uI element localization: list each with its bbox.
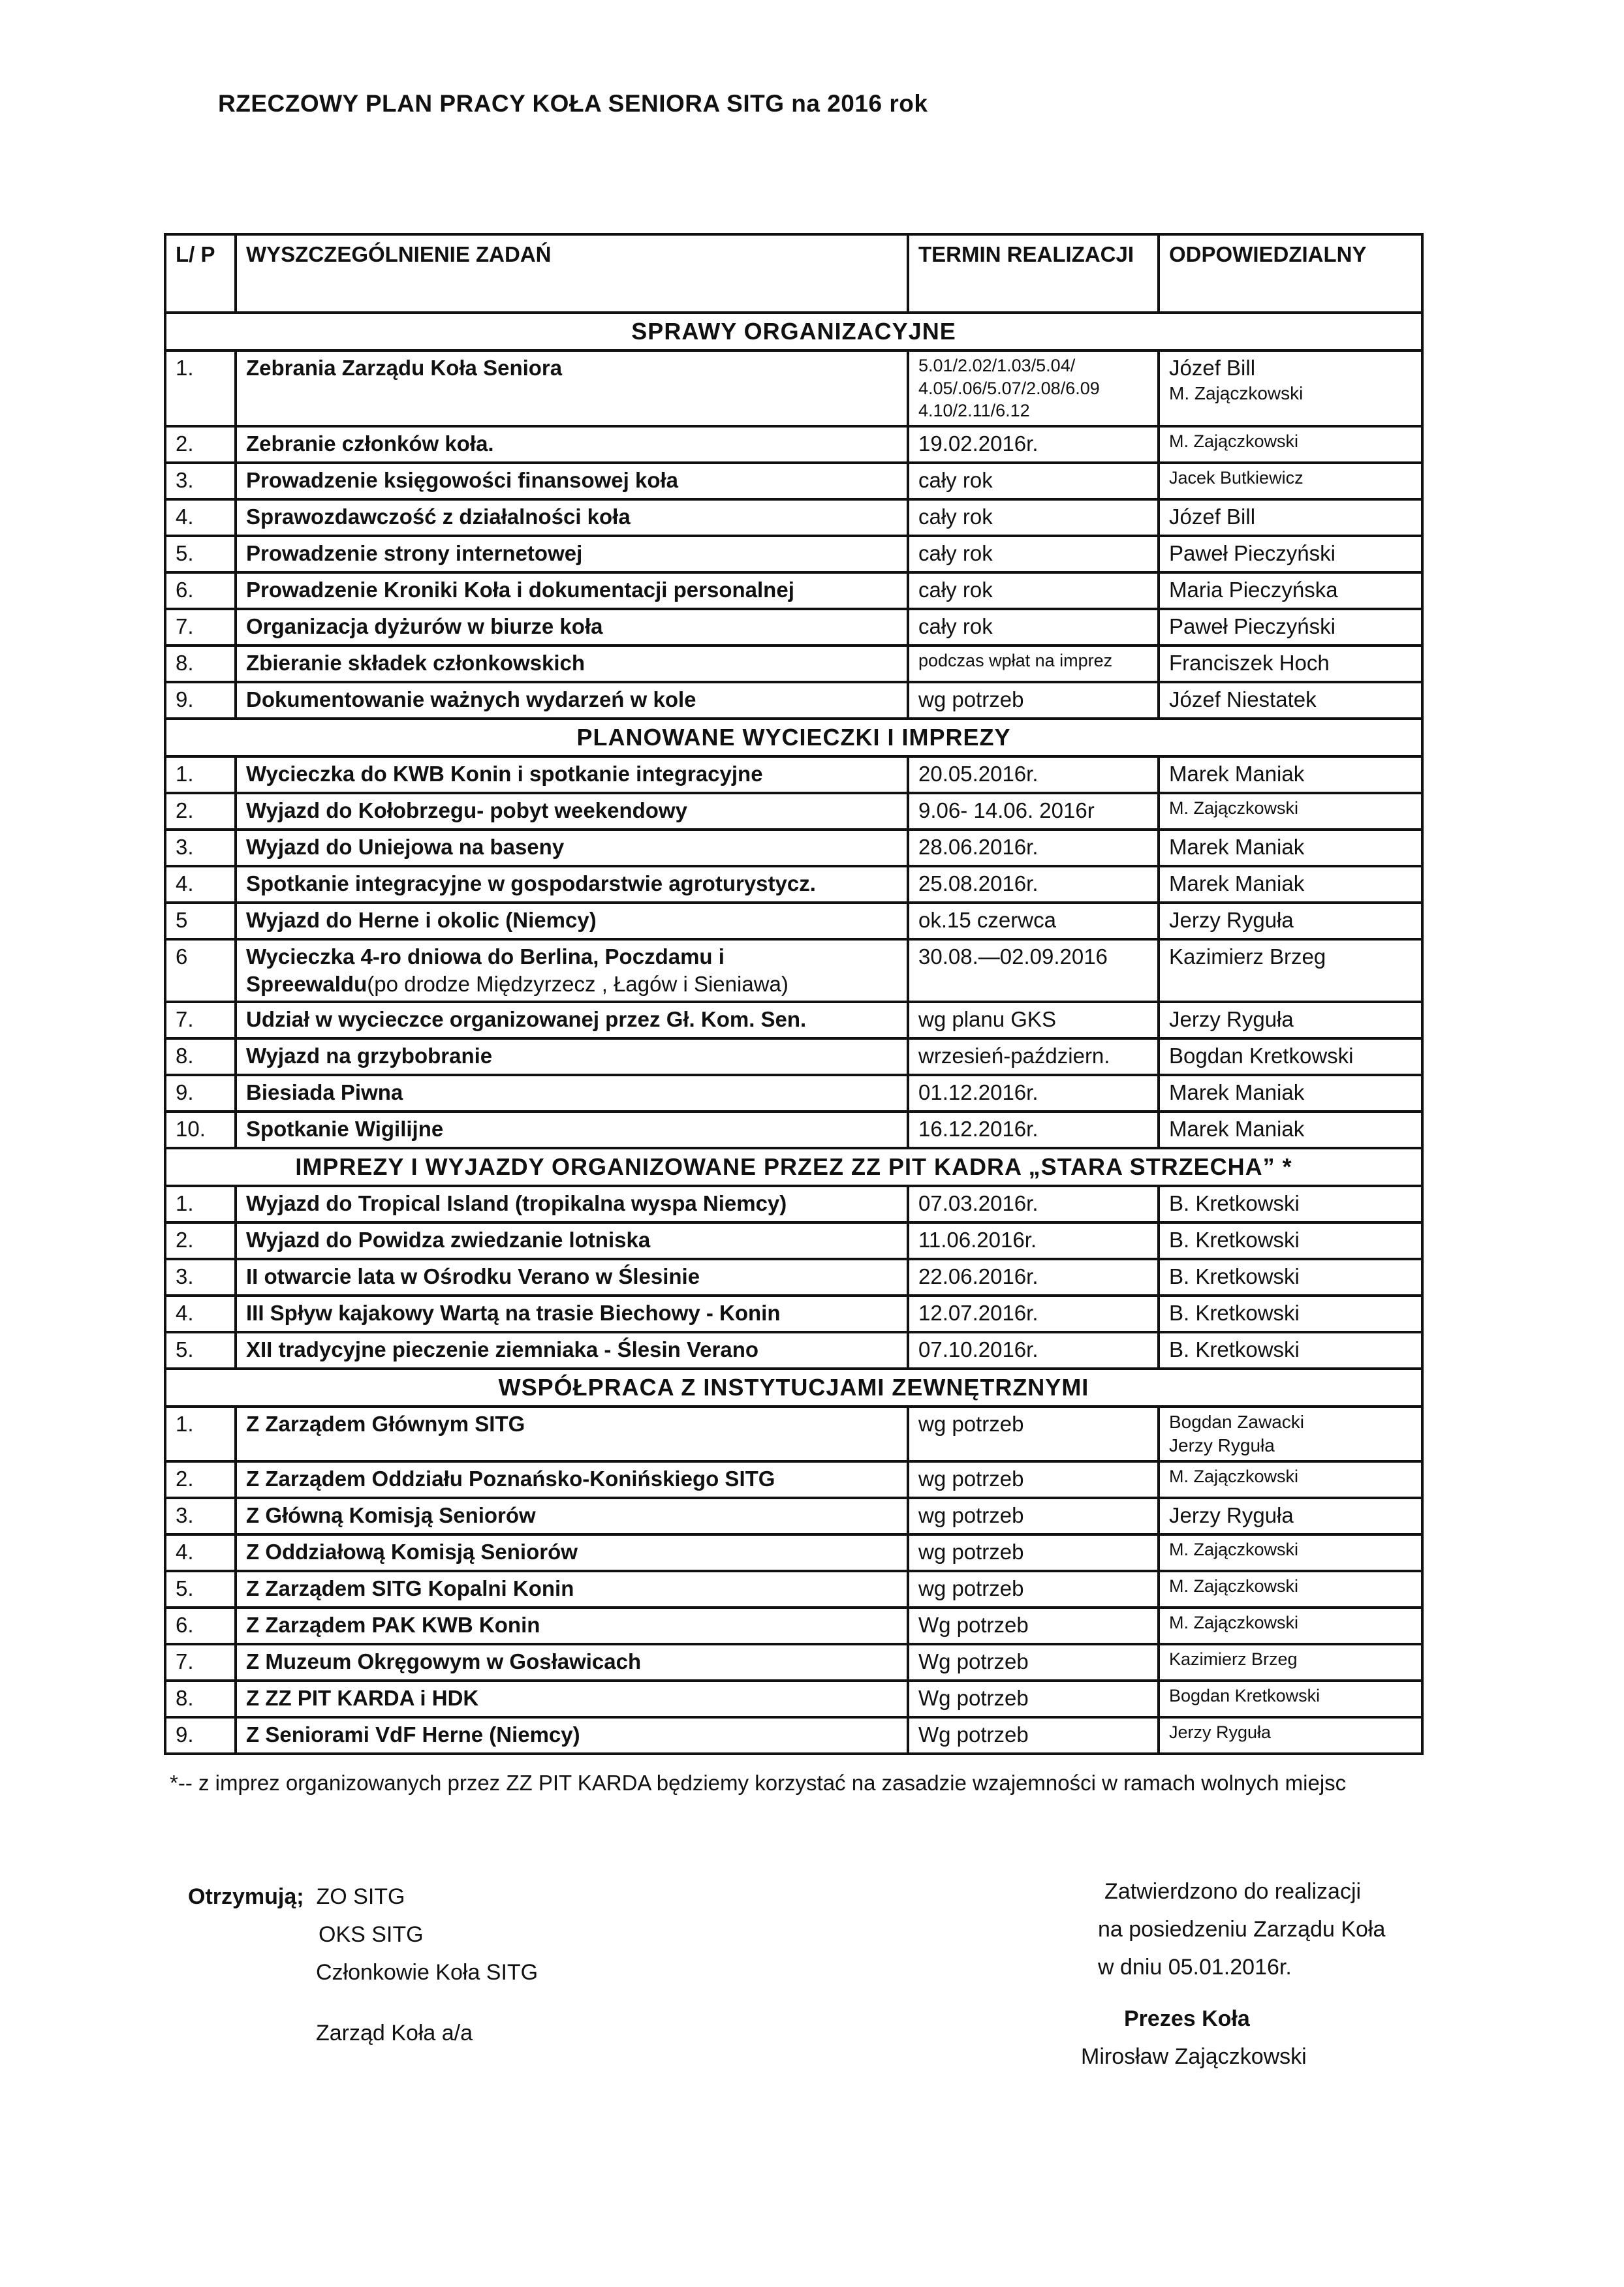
term-cell: 01.12.2016r. (908, 1075, 1159, 1112)
table-row (165, 1644, 1422, 1681)
section-header-row (165, 1148, 1422, 1186)
table-row (165, 350, 1422, 426)
recipient-item: ZO SITG (316, 1884, 405, 1909)
row-number: 9. (165, 1075, 236, 1112)
table-row (165, 1259, 1422, 1296)
section-title: SPRAWY ORGANIZACYJNE (165, 313, 1422, 350)
task-cell: Z Seniorami VdF Herne (Niemcy) (236, 1717, 908, 1754)
responsible-cell: M. Zajączkowski (1159, 1461, 1422, 1498)
responsible-cell: Marek Maniak (1159, 1112, 1422, 1148)
task-cell: Prowadzenie Kroniki Koła i dokumentacji personalnej (236, 572, 908, 609)
responsible-cell: B. Kretkowski (1159, 1296, 1422, 1332)
row-number: 2. (165, 1222, 236, 1259)
term-cell: 07.03.2016r. (908, 1186, 1159, 1222)
responsible-cell: M. Zajączkowski (1159, 793, 1422, 830)
row-number: 7. (165, 609, 236, 646)
row-number: 2. (165, 1461, 236, 1498)
term-cell: wrzesień-październ. (908, 1038, 1159, 1075)
section-title: PLANOWANE WYCIECZKI I IMPREZY (165, 719, 1422, 756)
task-cell: Z Muzeum Okręgowym w Gosławicach (236, 1644, 908, 1681)
responsible-cell: Marek Maniak (1159, 866, 1422, 903)
table-row (165, 939, 1422, 1002)
table-row (165, 1407, 1422, 1461)
table-row (165, 536, 1422, 572)
task-cell: Z ZZ PIT KARDA i HDK (236, 1681, 908, 1717)
section-header-row (165, 719, 1422, 756)
table-row (165, 1038, 1422, 1075)
responsible-cell: B. Kretkowski (1159, 1222, 1422, 1259)
table-header-row (165, 234, 1422, 313)
work-plan-body (165, 234, 1422, 1754)
table-row (165, 463, 1422, 499)
row-number: 1. (165, 756, 236, 793)
table-row (165, 1186, 1422, 1222)
table-row (165, 793, 1422, 830)
table-row (165, 866, 1422, 903)
term-cell: 16.12.2016r. (908, 1112, 1159, 1148)
task-cell: Wyjazd na grzybobranie (236, 1038, 908, 1075)
row-number: 3. (165, 1498, 236, 1534)
approval-block (1081, 1873, 1386, 2076)
responsible-cell: Maria Pieczyńska (1159, 572, 1422, 609)
task-cell: Zebrania Zarządu Koła Seniora (236, 350, 908, 426)
responsible-name: Józef Bill (1169, 356, 1256, 381)
table-row (165, 1461, 1422, 1498)
table-row (165, 1296, 1422, 1332)
header-responsible: ODPOWIEDZIALNY (1159, 234, 1422, 313)
table-row (165, 1534, 1422, 1571)
row-number: 6 (165, 939, 236, 1002)
term-cell: cały rok (908, 463, 1159, 499)
table-row (165, 1571, 1422, 1608)
task-text-line2 (246, 971, 898, 998)
row-number: 1. (165, 1186, 236, 1222)
table-row (165, 426, 1422, 463)
responsible-cell: Jacek Butkiewicz (1159, 463, 1422, 499)
table-row (165, 903, 1422, 939)
table-row (165, 646, 1422, 682)
table-row (165, 1002, 1422, 1038)
term-cell: Wg potrzeb (908, 1681, 1159, 1717)
responsible-cell: Kazimierz Brzeg (1159, 1644, 1422, 1681)
responsible-cell: Marek Maniak (1159, 756, 1422, 793)
row-number: 6. (165, 1608, 236, 1644)
row-number: 4. (165, 1534, 236, 1571)
row-number: 7. (165, 1644, 236, 1681)
task-cell: Prowadzenie księgowości finansowej koła (236, 463, 908, 499)
responsible-cell (1159, 350, 1422, 426)
responsible-name: Bogdan Zawacki (1169, 1412, 1305, 1433)
row-number: 2. (165, 793, 236, 830)
section-title: IMPREZY I WYJAZDY ORGANIZOWANE PRZEZ ZZ PIT KADRA „STARA STRZECHA” * (165, 1148, 1422, 1186)
row-number: 1. (165, 1407, 236, 1461)
table-row (165, 1498, 1422, 1534)
responsible-cell: Bogdan Kretkowski (1159, 1681, 1422, 1717)
term-cell: ok.15 czerwca (908, 903, 1159, 939)
section-title: WSPÓŁPRACA Z INSTYTUCJAMI ZEWNĘTRZNYMI (165, 1369, 1422, 1407)
task-cell: Z Zarządem SITG Kopalni Konin (236, 1571, 908, 1608)
task-cell: Udział w wycieczce organizowanej przez Gł. Kom. Sen. (236, 1002, 908, 1038)
responsible-cell: B. Kretkowski (1159, 1186, 1422, 1222)
term-cell: 19.02.2016r. (908, 426, 1159, 463)
task-cell: Z Zarządem Oddziału Poznańsko-Konińskiego SITG (236, 1461, 908, 1498)
task-cell: Wyjazd do Powidza zwiedzanie lotniska (236, 1222, 908, 1259)
row-number: 3. (165, 830, 236, 866)
table-row (165, 1222, 1422, 1259)
approval-role: Prezes Koła (1124, 2006, 1250, 2032)
responsible-cell: Jerzy Ryguła (1159, 1002, 1422, 1038)
task-cell: Wycieczka do KWB Konin i spotkanie integracyjne (236, 756, 908, 793)
responsible-cell: M. Zajączkowski (1159, 1534, 1422, 1571)
work-plan-table (164, 233, 1424, 1755)
task-text: Wycieczka 4-ro dniowa do Berlina, Poczdamu i (246, 944, 725, 969)
term-cell: 22.06.2016r. (908, 1259, 1159, 1296)
term-cell: 9.06- 14.06. 2016r (908, 793, 1159, 830)
task-cell: Dokumentowanie ważnych wydarzeń w kole (236, 682, 908, 719)
task-cell: Sprawozdawczość z działalności koła (236, 499, 908, 536)
responsible-cell: Jerzy Ryguła (1159, 903, 1422, 939)
responsible-cell: Paweł Pieczyński (1159, 609, 1422, 646)
recipient-item: Członkowie Koła SITG (316, 1959, 539, 1985)
term-cell: cały rok (908, 536, 1159, 572)
responsible-name: Jerzy Ryguła (1169, 1435, 1275, 1456)
row-number: 4. (165, 866, 236, 903)
table-row (165, 609, 1422, 646)
approval-line: na posiedzeniu Zarządu Koła (1098, 1916, 1386, 1942)
task-cell: Z Oddziałową Komisją Seniorów (236, 1534, 908, 1571)
responsible-cell: Marek Maniak (1159, 830, 1422, 866)
row-number: 9. (165, 1717, 236, 1754)
table-row (165, 572, 1422, 609)
row-number: 5. (165, 536, 236, 572)
header-task: WYSZCZEGÓLNIENIE ZADAŃ (236, 234, 908, 313)
term-cell: cały rok (908, 499, 1159, 536)
task-cell: Zebranie członków koła. (236, 426, 908, 463)
row-number: 3. (165, 463, 236, 499)
responsible-cell: Franciszek Hoch (1159, 646, 1422, 682)
term-cell: Wg potrzeb (908, 1608, 1159, 1644)
task-cell: Zbieranie składek członkowskich (236, 646, 908, 682)
header-term: TERMIN REALIZACJI (908, 234, 1159, 313)
responsible-cell (1159, 1407, 1422, 1461)
section-header-row (165, 313, 1422, 350)
row-number: 4. (165, 499, 236, 536)
row-number: 8. (165, 1038, 236, 1075)
responsible-cell: Paweł Pieczyński (1159, 536, 1422, 572)
term-cell: 12.07.2016r. (908, 1296, 1159, 1332)
responsible-cell: B. Kretkowski (1159, 1259, 1422, 1296)
row-number: 5 (165, 903, 236, 939)
task-text: Spreewaldu (246, 972, 367, 997)
row-number: 5. (165, 1571, 236, 1608)
task-text: (po drodze Międzyrzecz , Łagów i Sieniawa) (367, 972, 789, 997)
responsible-cell: Bogdan Kretkowski (1159, 1038, 1422, 1075)
table-row (165, 1608, 1422, 1644)
task-cell: Spotkanie Wigilijne (236, 1112, 908, 1148)
task-cell: Wyjazd do Herne i okolic (Niemcy) (236, 903, 908, 939)
row-number: 8. (165, 646, 236, 682)
recipient-item: OKS SITG (319, 1921, 424, 1947)
task-cell: Biesiada Piwna (236, 1075, 908, 1112)
approval-line: Zatwierdzono do realizacji (1104, 1879, 1362, 1904)
responsible-cell: M. Zajączkowski (1159, 426, 1422, 463)
table-row (165, 1717, 1422, 1754)
row-number: 7. (165, 1002, 236, 1038)
term-cell: wg planu GKS (908, 1002, 1159, 1038)
term-cell: wg potrzeb (908, 1534, 1159, 1571)
responsible-cell: Kazimierz Brzeg (1159, 939, 1422, 1002)
row-number: 8. (165, 1681, 236, 1717)
responsible-cell: Jerzy Ryguła (1159, 1717, 1422, 1754)
responsible-cell: Józef Niestatek (1159, 682, 1422, 719)
task-cell: Z Zarządem Głównym SITG (236, 1407, 908, 1461)
term-cell: wg potrzeb (908, 1571, 1159, 1608)
section-header-row (165, 1369, 1422, 1407)
task-cell: XII tradycyjne pieczenie ziemniaka - Ślesin Verano (236, 1332, 908, 1369)
term-cell: 30.08.—02.09.2016 (908, 939, 1159, 1002)
task-cell: Wyjazd do Uniejowa na baseny (236, 830, 908, 866)
term-cell: 28.06.2016r. (908, 830, 1159, 866)
row-number: 9. (165, 682, 236, 719)
responsible-cell: B. Kretkowski (1159, 1332, 1422, 1369)
row-number: 10. (165, 1112, 236, 1148)
row-number: 4. (165, 1296, 236, 1332)
responsible-cell: Marek Maniak (1159, 1075, 1422, 1112)
term-cell: cały rok (908, 609, 1159, 646)
approval-name: Mirosław Zajączkowski (1081, 2044, 1307, 2070)
term-cell: 07.10.2016r. (908, 1332, 1159, 1369)
row-number: 2. (165, 426, 236, 463)
term-cell: wg potrzeb (908, 1407, 1159, 1461)
archive-note: Zarząd Koła a/a (316, 2021, 473, 2046)
recipients-block (188, 1878, 538, 2053)
table-row (165, 499, 1422, 536)
row-number: 1. (165, 350, 236, 426)
task-cell: Z Zarządem PAK KWB Konin (236, 1608, 908, 1644)
table-row (165, 1332, 1422, 1369)
task-cell: Spotkanie integracyjne w gospodarstwie agroturystycz. (236, 866, 908, 903)
table-row (165, 1681, 1422, 1717)
task-cell: Wyjazd do Kołobrzegu- pobyt weekendowy (236, 793, 908, 830)
responsible-cell: Jerzy Ryguła (1159, 1498, 1422, 1534)
term-cell: 25.08.2016r. (908, 866, 1159, 903)
responsible-name: M. Zajączkowski (1169, 383, 1304, 404)
table-row (165, 1112, 1422, 1148)
approval-line: w dniu 05.01.2016r. (1098, 1954, 1292, 1980)
term-cell: Wg potrzeb (908, 1717, 1159, 1754)
task-cell: Prowadzenie strony internetowej (236, 536, 908, 572)
recipients-label: Otrzymują; (188, 1884, 304, 1909)
task-cell: Wyjazd do Tropical Island (tropikalna wyspa Niemcy) (236, 1186, 908, 1222)
header-lp: L/ P (165, 234, 236, 313)
table-row (165, 756, 1422, 793)
task-cell: II otwarcie lata w Ośrodku Verano w Ślesinie (236, 1259, 908, 1296)
row-number: 3. (165, 1259, 236, 1296)
term-cell: cały rok (908, 572, 1159, 609)
responsible-cell: M. Zajączkowski (1159, 1608, 1422, 1644)
task-cell: Organizacja dyżurów w biurze koła (236, 609, 908, 646)
term-cell: podczas wpłat na imprez (908, 646, 1159, 682)
responsible-cell: M. Zajączkowski (1159, 1571, 1422, 1608)
term-cell: wg potrzeb (908, 1498, 1159, 1534)
term-cell: 20.05.2016r. (908, 756, 1159, 793)
document-title: RZECZOWY PLAN PRACY KOŁA SENIORA SITG na 2016 rok (218, 90, 928, 117)
table-row (165, 830, 1422, 866)
term-cell: wg potrzeb (908, 682, 1159, 719)
row-number: 6. (165, 572, 236, 609)
task-cell: III Spływ kajakowy Wartą na trasie Biechowy - Konin (236, 1296, 908, 1332)
term-cell: wg potrzeb (908, 1461, 1159, 1498)
term-cell: 11.06.2016r. (908, 1222, 1159, 1259)
table-row (165, 682, 1422, 719)
row-number: 5. (165, 1332, 236, 1369)
task-cell: Z Główną Komisją Seniorów (236, 1498, 908, 1534)
footnote: *-- z imprez organizowanych przez ZZ PIT KARDA będziemy korzystać na zasadzie wzajemności w ramach wolnych miejsc (170, 1771, 1347, 1795)
task-cell (236, 939, 908, 1002)
table-row (165, 1075, 1422, 1112)
term-cell: Wg potrzeb (908, 1644, 1159, 1681)
responsible-cell: Józef Bill (1159, 499, 1422, 536)
term-cell: 5.01/2.02/1.03/5.04/ 4.05/.06/5.07/2.08/6.09 4.10/2.11/6.12 (908, 350, 1159, 426)
